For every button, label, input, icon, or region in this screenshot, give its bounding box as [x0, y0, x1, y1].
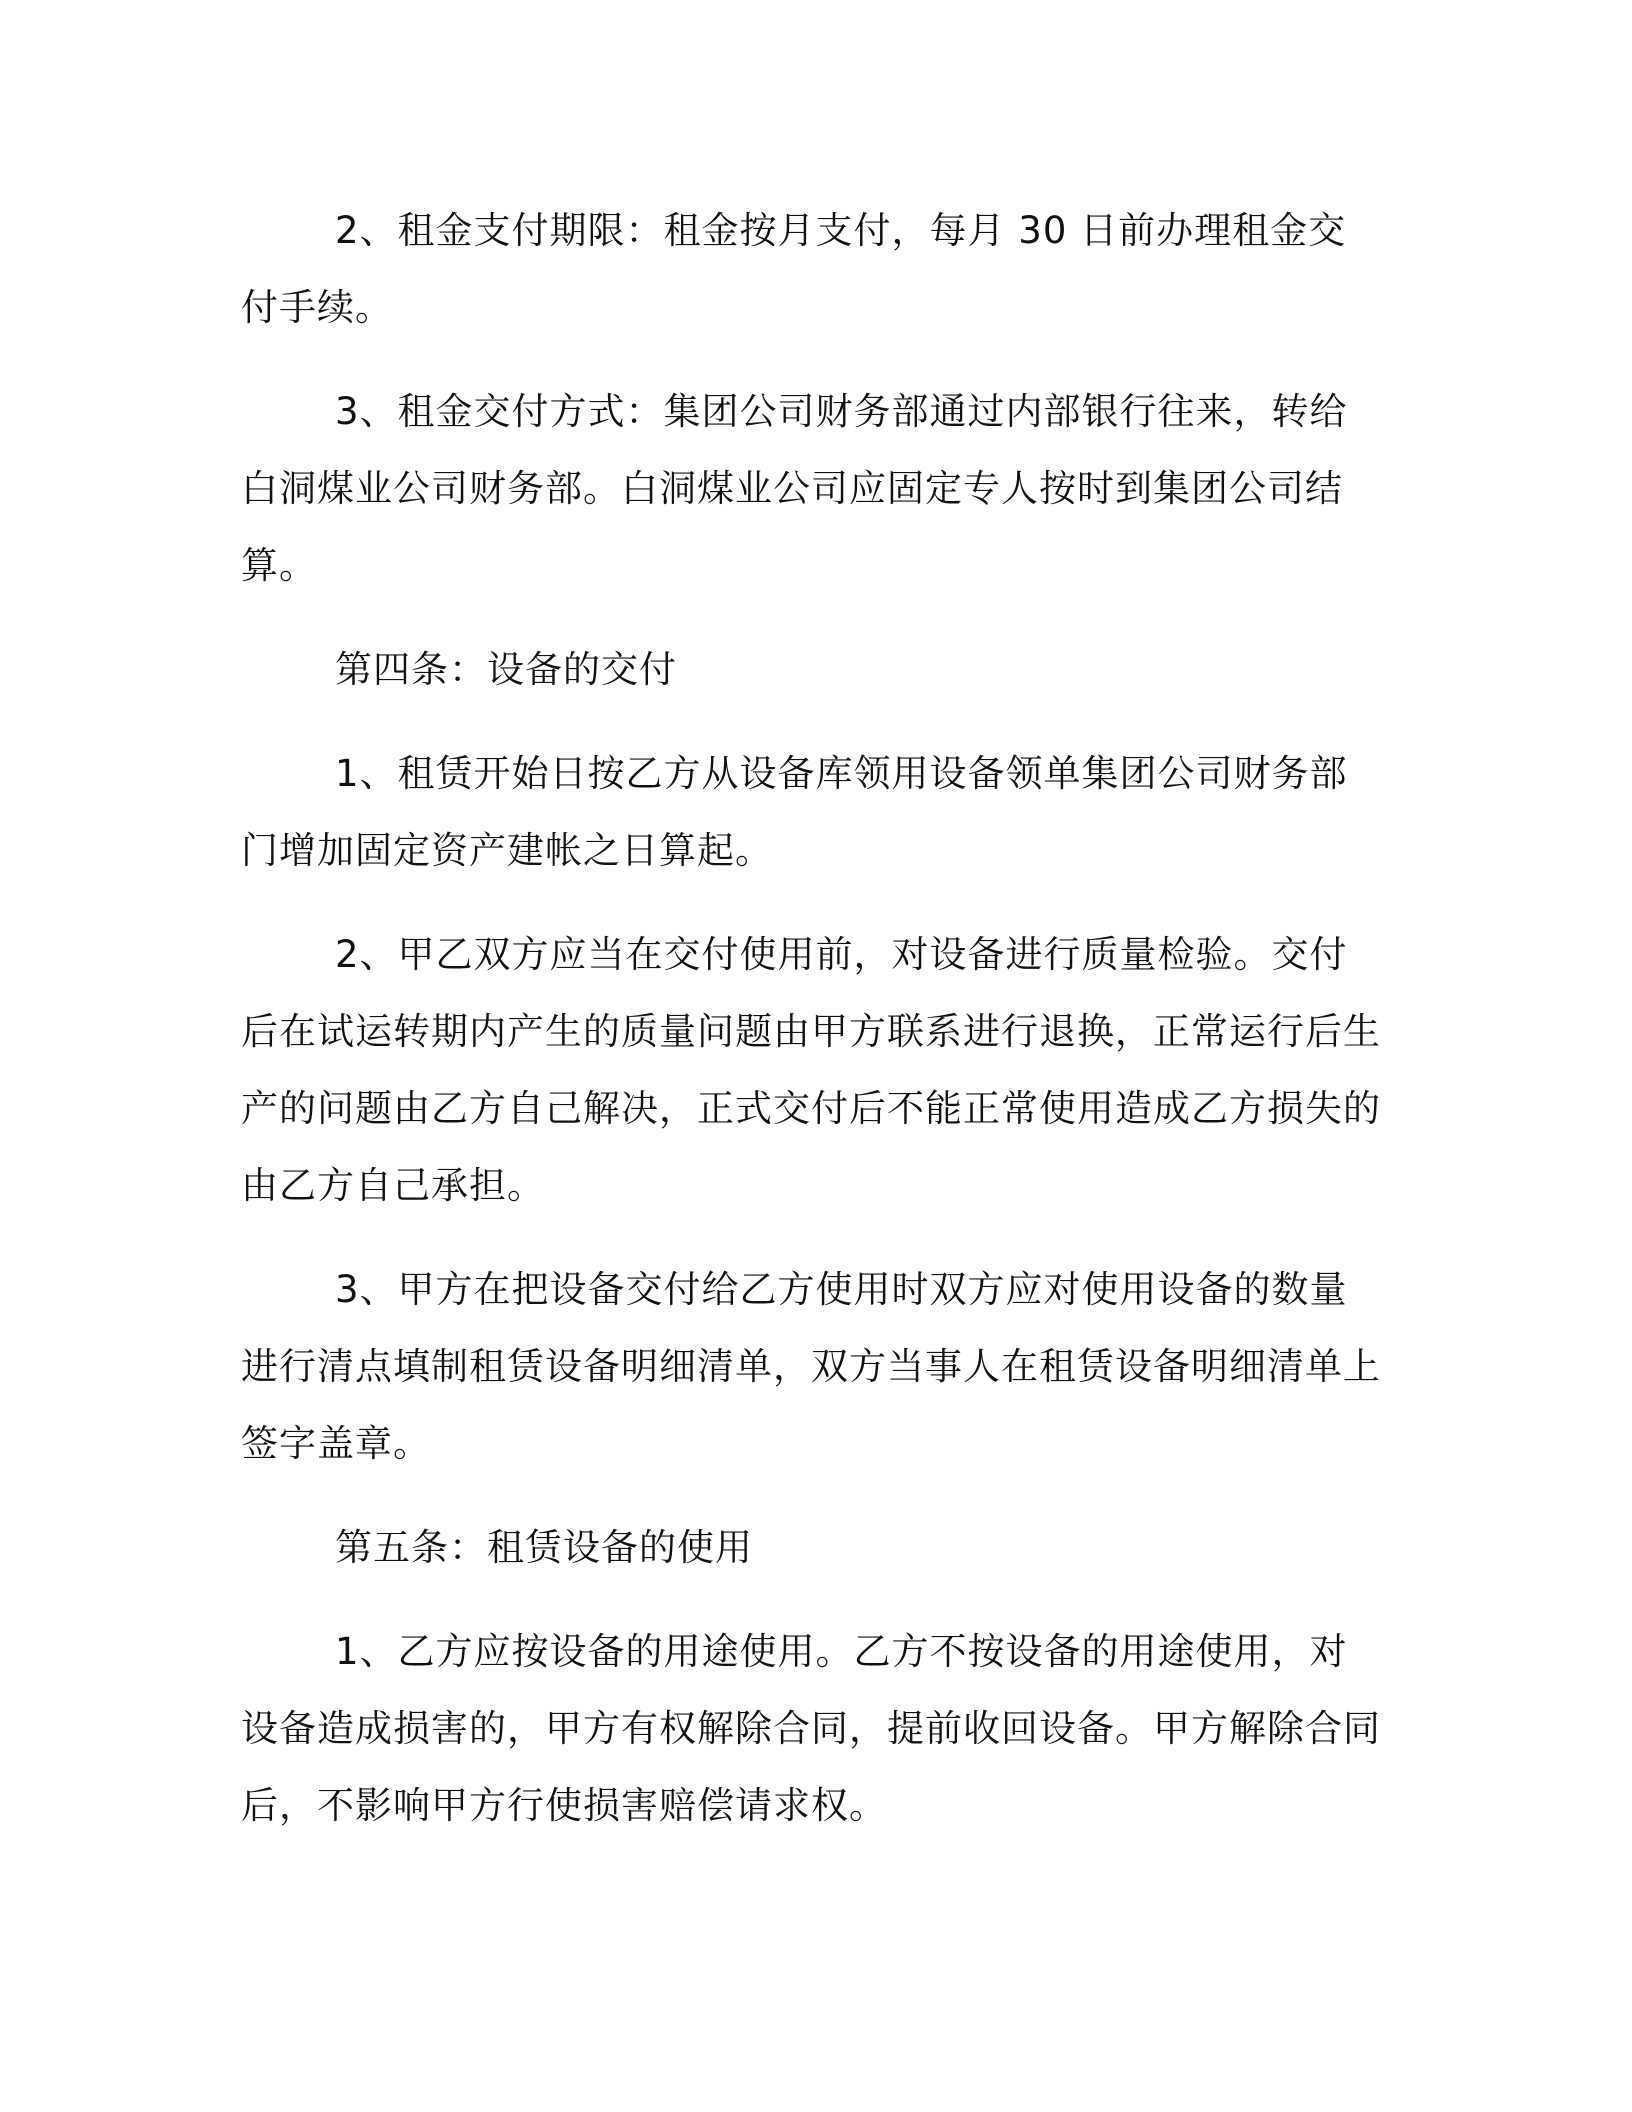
paragraph-equipment-inventory: 3、甲方在把设备交付给乙方使用时双方应对使用设备的数量进行清点填制租赁设备明细清单，双方当事人在租赁设备明细清单上签字盖章。	[241, 1268, 1381, 1465]
paragraph-spacer	[241, 346, 1383, 373]
paragraph-spacer	[241, 1224, 1383, 1251]
paragraph-spacer	[241, 604, 1383, 631]
article-4-heading: 第四条：设备的交付	[335, 648, 677, 691]
paragraph-rent-payment-deadline: 2、租金支付期限：租金按月支付，每月 30 日前办理租金交付手续。	[241, 209, 1347, 329]
paragraph-quality-inspection: 2、甲乙双方应当在交付使用前，对设备进行质量检验。交付后在试运转期内产生的质量问题由甲方联系进行退换，正常运行后生产的问题由乙方自己解决，正式交付后不能正常使用造成乙方损失的由乙方自己承担。	[241, 933, 1381, 1207]
article-5-heading: 第五条：租赁设备的使用	[335, 1526, 753, 1569]
paragraph-spacer	[241, 1482, 1383, 1509]
paragraph-spacer	[241, 1586, 1383, 1613]
paragraph-lease-start-date: 1、租赁开始日按乙方从设备库领用设备领单集团公司财务部门增加固定资产建帐之日算起。	[241, 752, 1348, 872]
paragraph-rent-payment-method: 3、租金交付方式：集团公司财务部通过内部银行往来，转给白洞煤业公司财务部。白洞煤业公司应固定专人按时到集团公司结算。	[241, 390, 1348, 587]
paragraph-equipment-usage: 1、乙方应按设备的用途使用。乙方不按设备的用途使用，对设备造成损害的，甲方有权解除合同，提前收回设备。甲方解除合同后，不影响甲方行使损害赔偿请求权。	[241, 1630, 1381, 1827]
paragraph-spacer	[241, 889, 1383, 916]
paragraph-spacer	[241, 708, 1383, 735]
document-body	[241, 192, 1383, 1844]
